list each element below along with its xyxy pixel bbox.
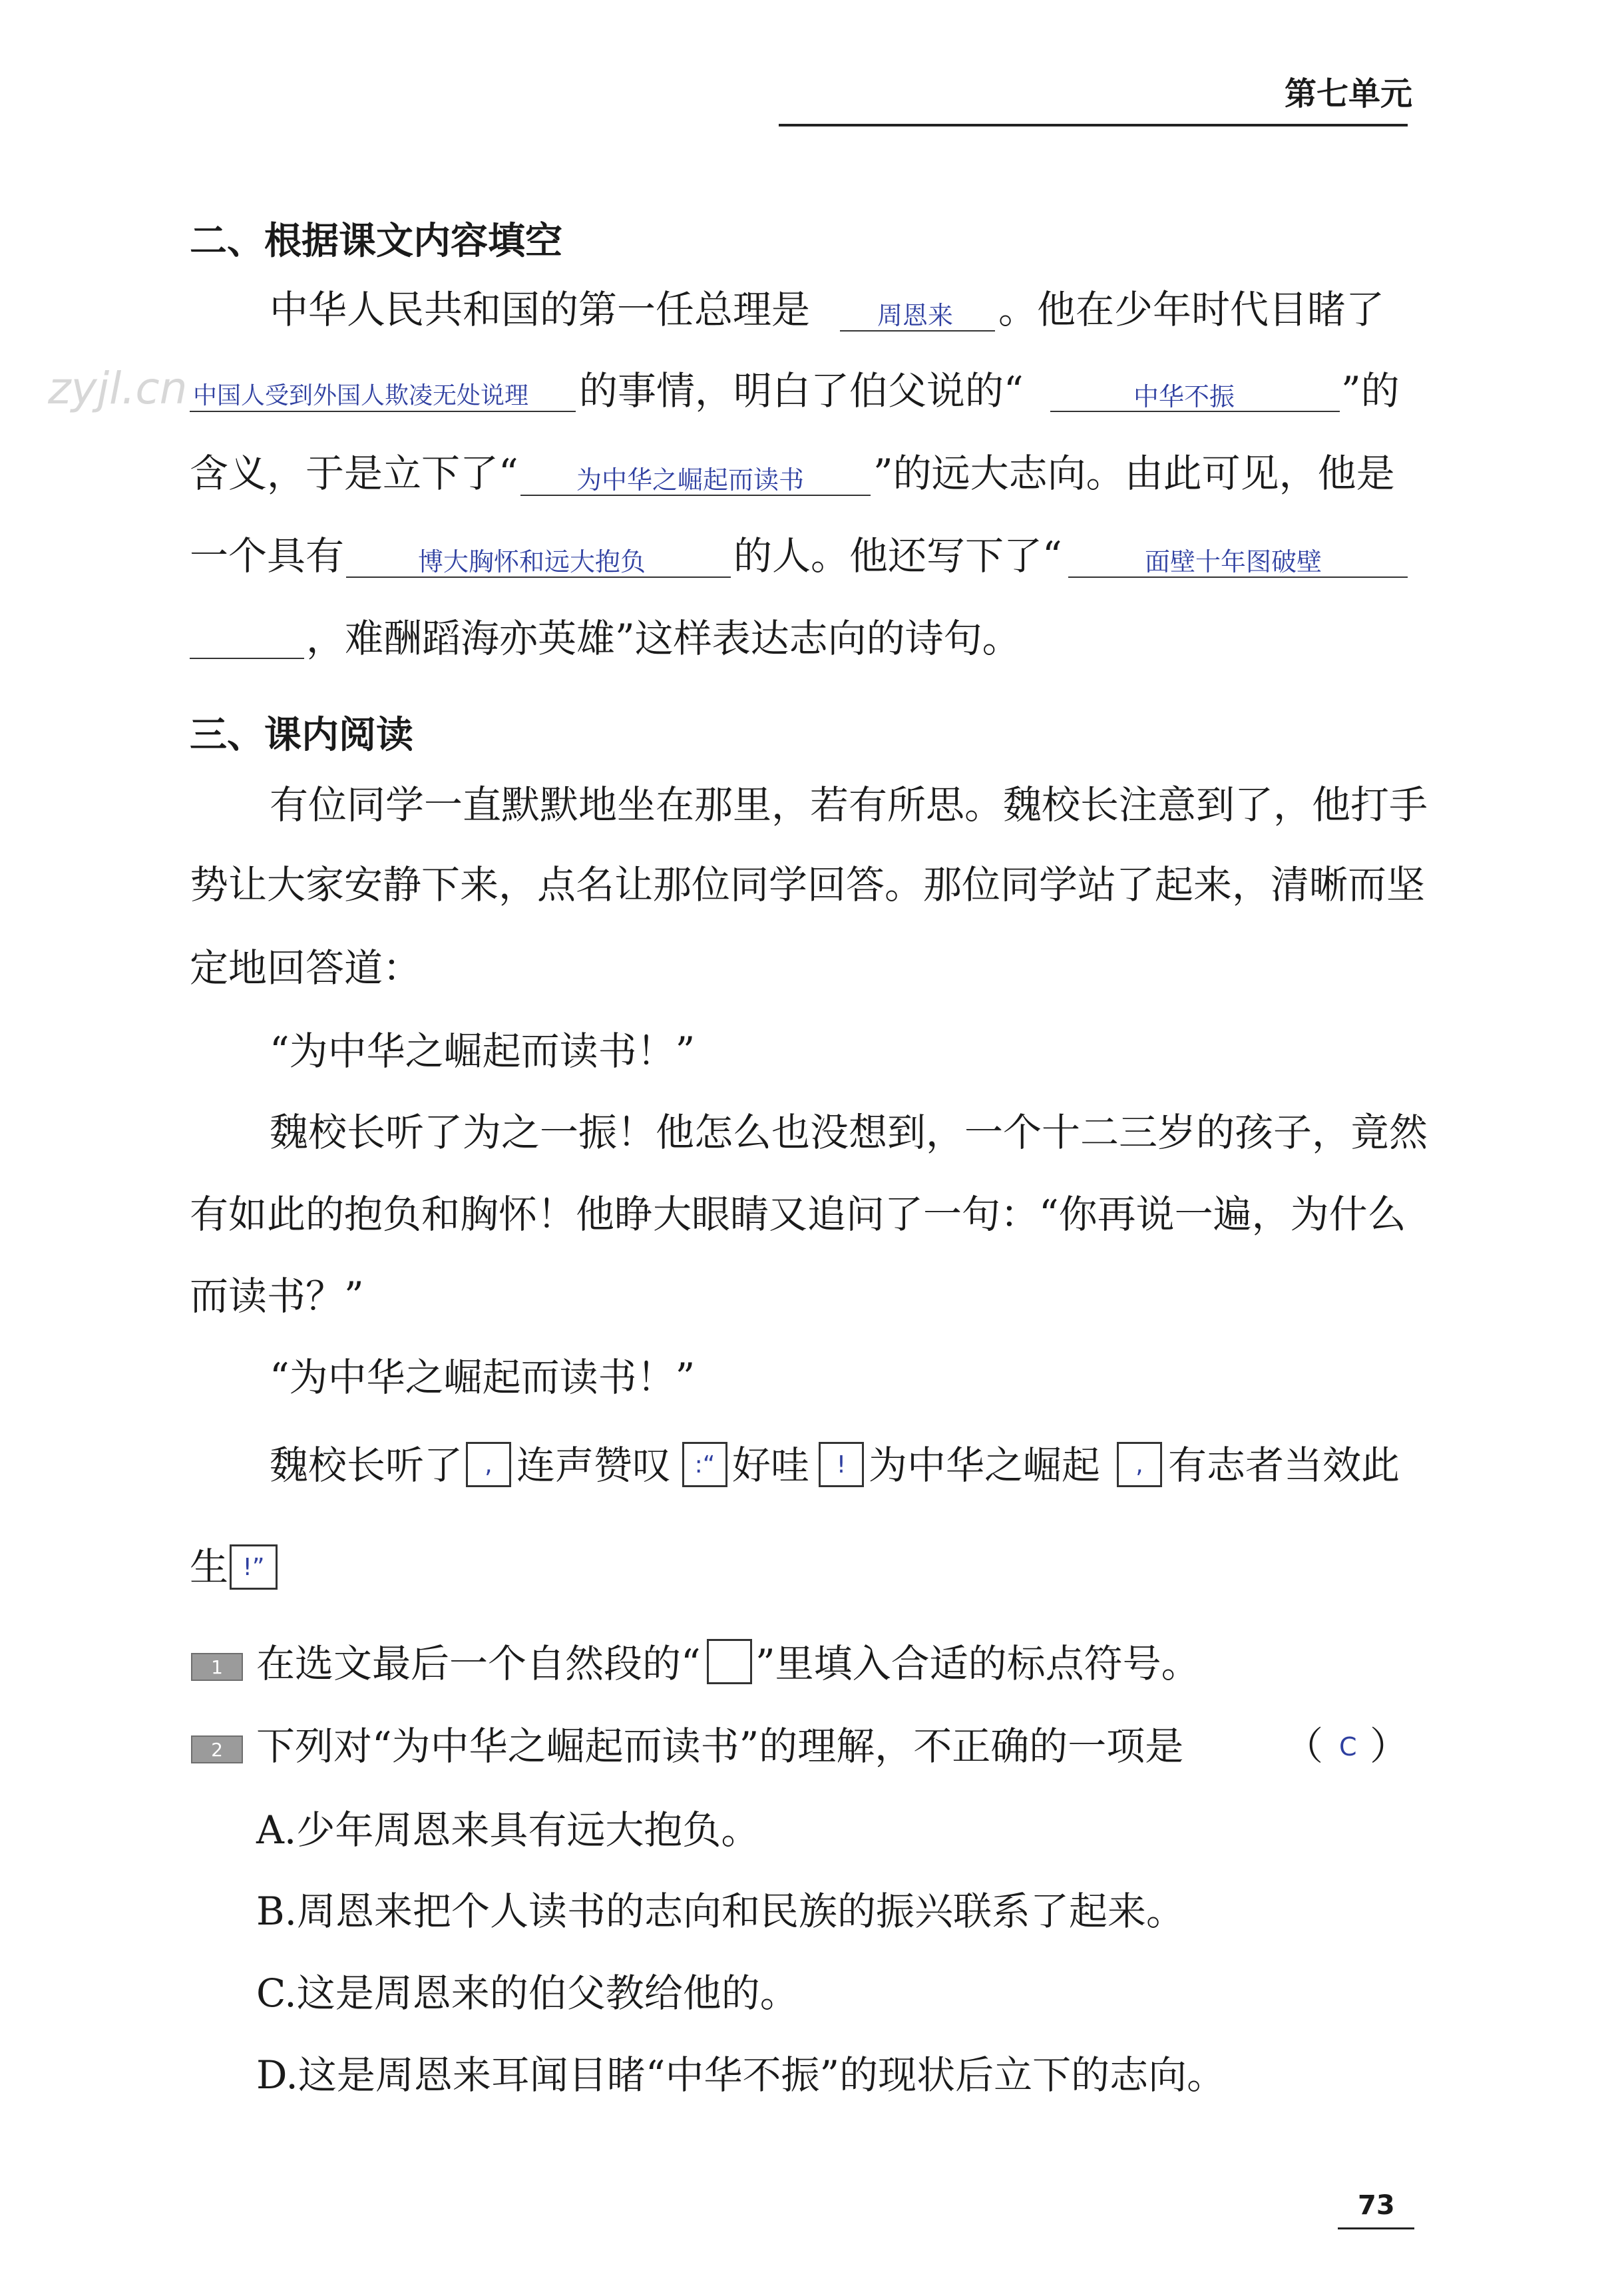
fill-text: ”的 (1341, 368, 1400, 413)
question-1-text: 在选文最后一个自然段的“ (256, 1641, 701, 1686)
reading-line: 魏校长听了 (270, 1443, 463, 1488)
reading-line: 生 (190, 1544, 229, 1590)
fill-text: 的人。他还写下了“ (733, 533, 1062, 578)
watermark: zyjl.cn (48, 363, 188, 414)
reading-line: 有位同学一直默默地坐在那里，若有所思。魏校长注意到了，他打手 (270, 782, 1428, 827)
question-1-badge: 1 (191, 1653, 243, 1681)
answer-paren-open: （ (1285, 1723, 1324, 1769)
header-rule (779, 124, 1408, 126)
fill-text: 。他在少年时代目睹了 (998, 287, 1385, 332)
reading-line: 定地回答道： (190, 945, 422, 991)
blank-line (190, 658, 304, 659)
answer-paren-close: ） (1370, 1723, 1409, 1769)
reading-line: “为中华之崛起而读书！” (270, 1029, 696, 1074)
answer-aspiration: 为中华之崛起而读书 (576, 465, 805, 495)
section2-heading: 二、根据课文内容填空 (190, 220, 562, 263)
reading-line: 为中华之崛起 (869, 1443, 1101, 1488)
punctuation-box[interactable]: , (1117, 1442, 1162, 1487)
empty-box-sample (707, 1639, 752, 1684)
section3-heading: 三、课内阅读 (190, 714, 413, 757)
question-2-badge: 2 (191, 1735, 243, 1763)
question-2-text: 下列对“为中华之崛起而读书”的理解，不正确的一项是 (256, 1723, 1184, 1769)
reading-line: 有如此的抱负和胸怀！他睁大眼睛又追问了一句：“你再说一遍，为什么 (190, 1192, 1406, 1237)
reading-line: “为中华之崛起而读书！” (270, 1355, 696, 1400)
page-number: 73 (1358, 2190, 1395, 2221)
reading-line: 魏校长听了为之一振！他怎么也没想到，一个十二三岁的孩子，竟然 (270, 1110, 1428, 1155)
question-1-text: ”里填入合适的标点符号。 (755, 1641, 1200, 1686)
answer-event: 中国人受到外国人欺凌无处说理 (193, 382, 529, 409)
reading-line: 势让大家安静下来，点名让那位同学回答。那位同学站了起来，清晰而坚 (190, 862, 1426, 907)
answer-choice: C (1339, 1732, 1357, 1761)
punctuation-box[interactable]: ! (819, 1442, 864, 1487)
punctuation-box[interactable]: :“ (682, 1442, 727, 1487)
answer-poem-line: 面壁十年图破壁 (1145, 547, 1322, 576)
fill-text: 一个具有 (190, 533, 345, 578)
option-b: B.周恩来把个人读书的志向和民族的振兴联系了起来。 (256, 1889, 1185, 1934)
answer-phrase: 中华不振 (1133, 382, 1235, 411)
reading-line: 好哇 (732, 1443, 810, 1488)
fill-text: ”的远大志向。由此可见，他是 (873, 451, 1395, 496)
unit-title: 第七单元 (1285, 75, 1413, 113)
punctuation-box[interactable]: !” (230, 1544, 278, 1590)
answer-quality: 博大胸怀和远大抱负 (418, 547, 646, 576)
option-a: A.少年周恩来具有远大抱负。 (256, 1807, 760, 1853)
blank-line (190, 411, 576, 412)
fill-text: 中华人民共和国的第一任总理是 (270, 287, 811, 332)
reading-line: 连声赞叹 (516, 1443, 672, 1488)
reading-line: 而读书？” (190, 1273, 364, 1319)
fill-text: 含义，于是立下了“ (190, 451, 518, 496)
option-c: C.这是周恩来的伯父教给他的。 (256, 1970, 799, 2016)
fill-text: 的事情，明白了伯父说的“ (579, 368, 1024, 413)
answer-premier: 周恩来 (877, 301, 954, 330)
punctuation-box[interactable]: , (466, 1442, 511, 1487)
reading-line: 有志者当效此 (1168, 1443, 1400, 1488)
fill-text: ，难酬蹈海亦英雄”这样表达志向的诗句。 (306, 616, 1021, 661)
option-d: D.这是周恩来耳闻目睹“中华不振”的现状后立下的志向。 (256, 2052, 1226, 2098)
page-number-rule (1338, 2227, 1414, 2229)
